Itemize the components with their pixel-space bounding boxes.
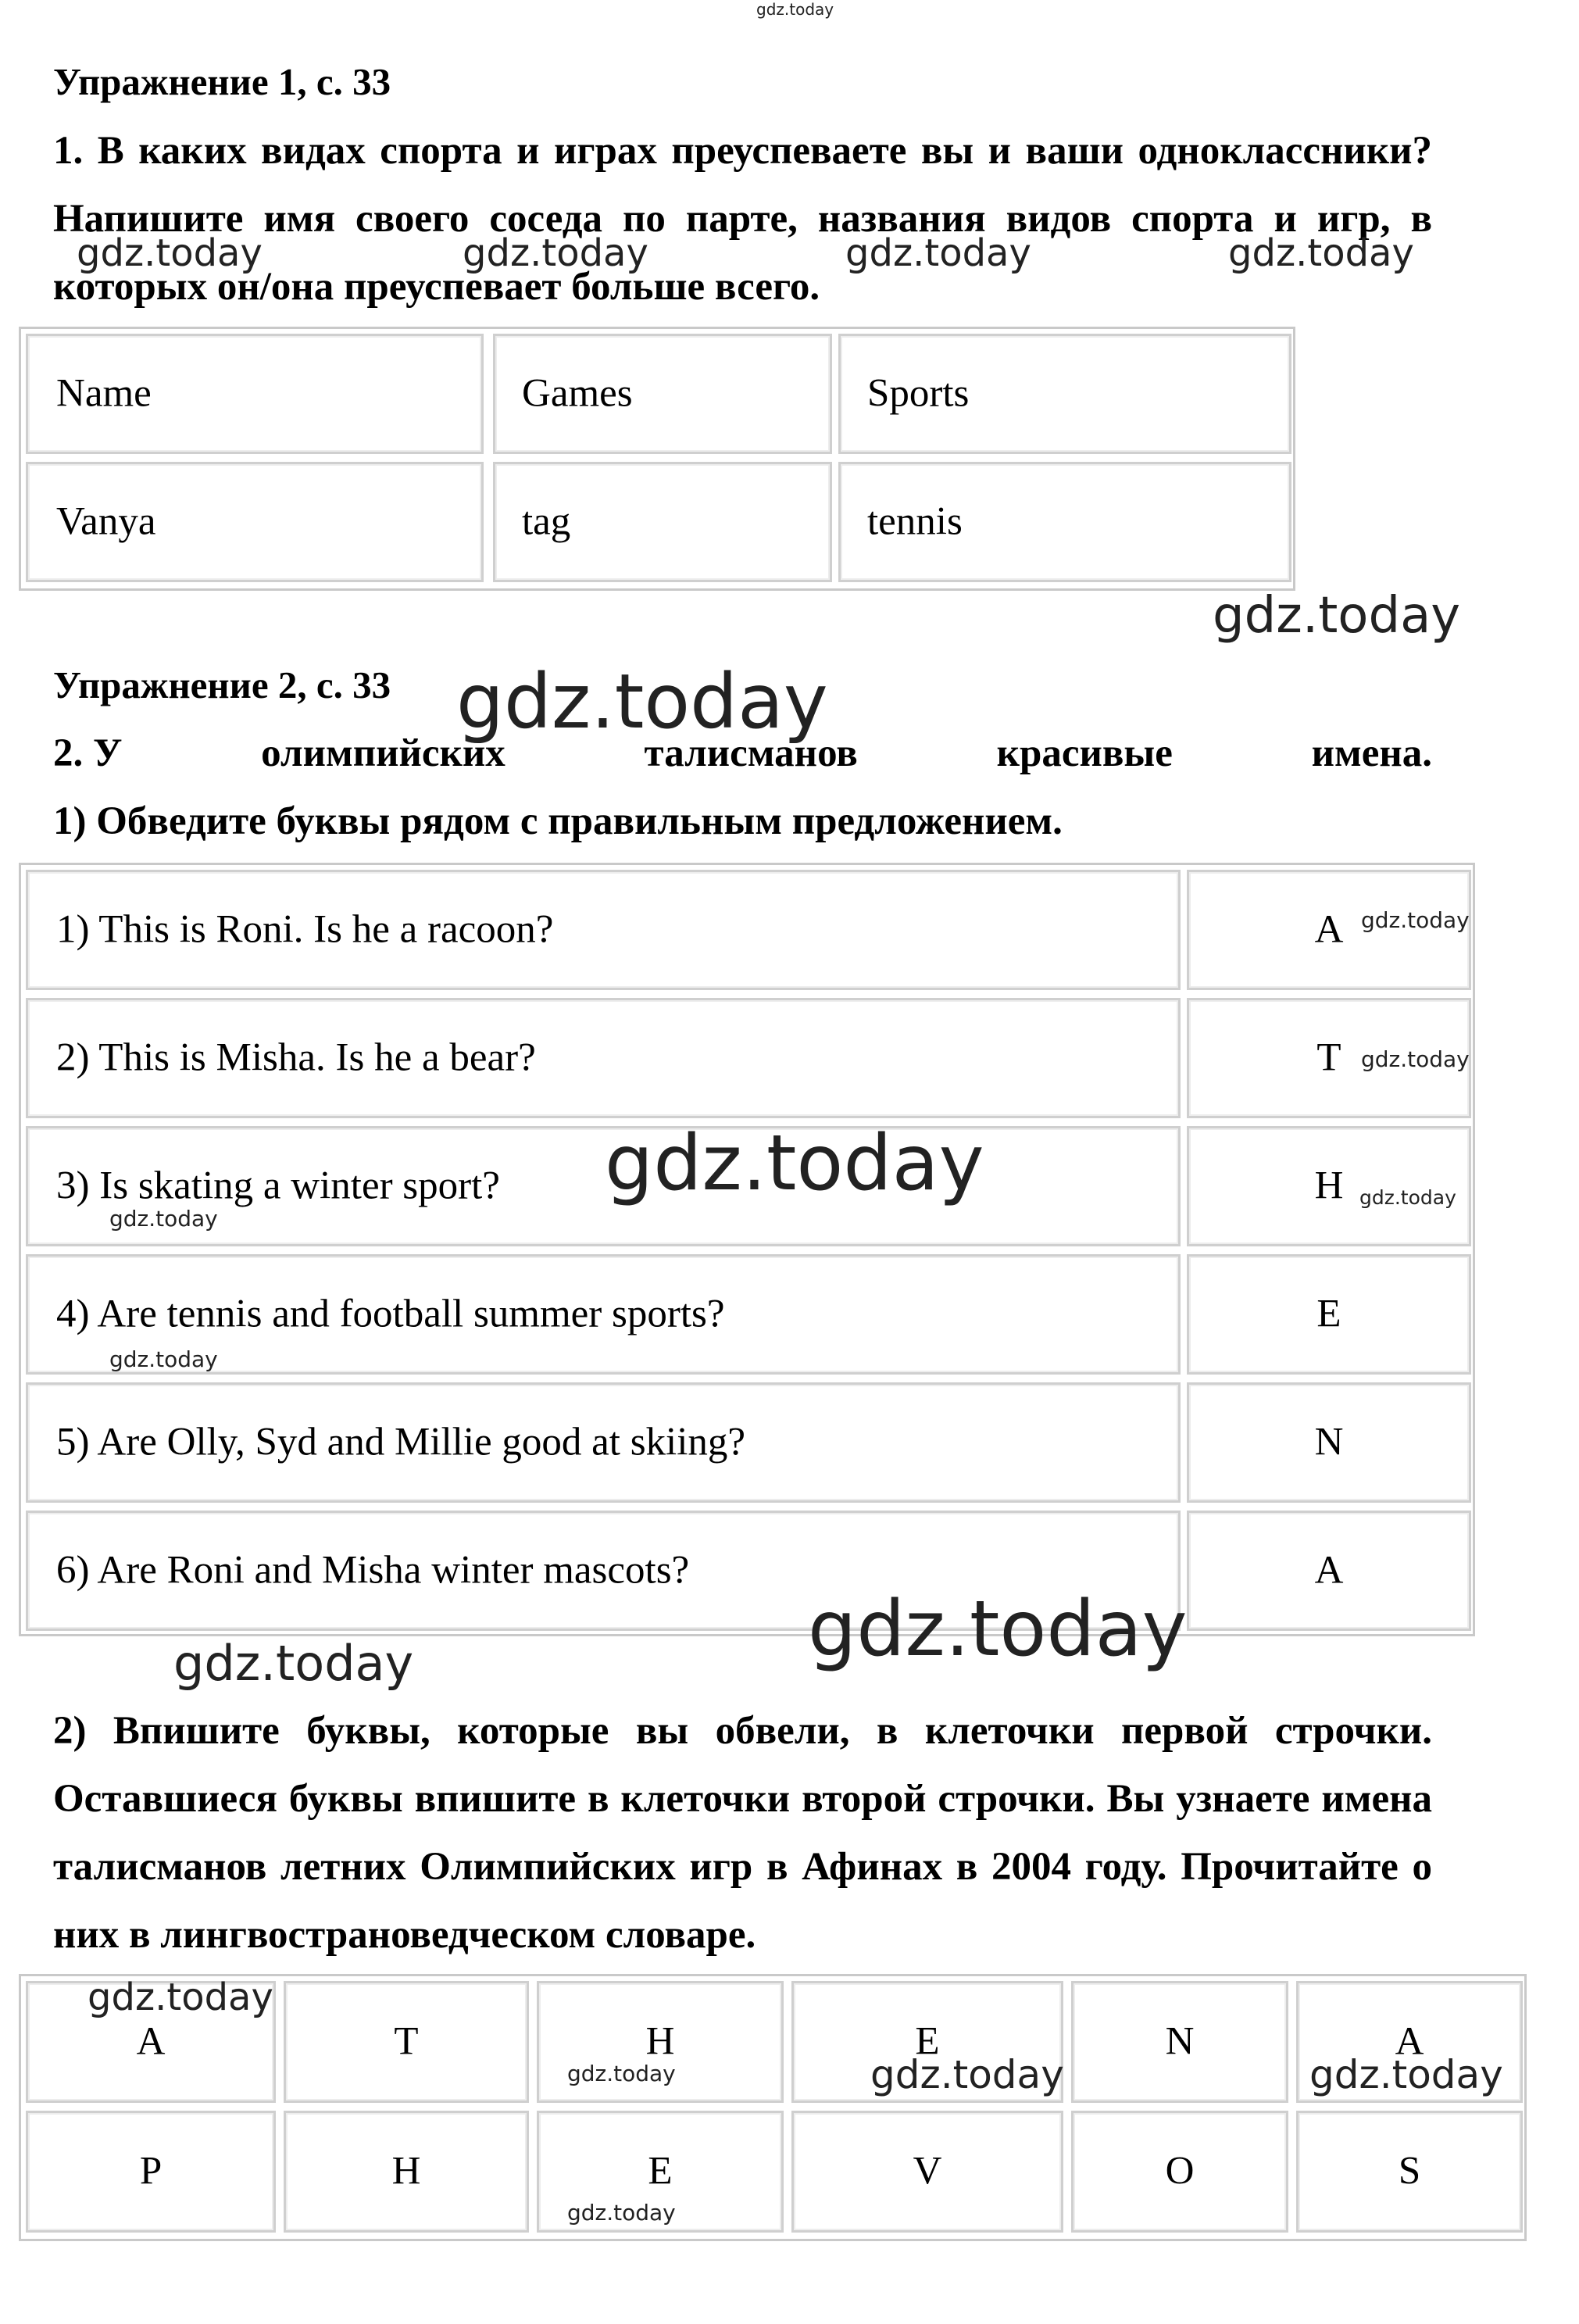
letter-box: T: [284, 1981, 529, 2103]
sentence-cell: 4) Are tennis and football summer sports?: [26, 1254, 1181, 1375]
watermark: gdz.today: [1359, 1186, 1456, 1209]
sentence-cell: 2) This is Misha. Is he a bear?: [26, 998, 1181, 1118]
sentence-cell: 5) Are Olly, Syd and Millie good at skiing?: [26, 1382, 1181, 1503]
watermark: gdz.today: [1228, 231, 1414, 275]
sentence-cell: 6) Are Roni and Misha winter mascots?: [26, 1511, 1181, 1631]
watermark: gdz.today: [1361, 1046, 1470, 1072]
table-cell-name: Vanya: [26, 462, 484, 582]
sentences-table: [19, 863, 1475, 1636]
letter-box: N: [1071, 1981, 1288, 2103]
watermark: gdz.today: [1361, 907, 1470, 933]
letter-box: A: [1296, 1981, 1523, 2103]
task-word: олимпийских: [261, 731, 505, 775]
exercise-1-heading: Упражнение 1, с. 33: [53, 60, 391, 103]
letter-box: E: [537, 2111, 784, 2233]
watermark: gdz.today: [109, 1206, 218, 1232]
watermark-top: gdz.today: [756, 0, 834, 19]
watermark: gdz.today: [567, 2061, 676, 2086]
letter-cell: E: [1187, 1254, 1471, 1375]
watermark: gdz.today: [456, 658, 828, 745]
watermark: gdz.today: [77, 231, 263, 275]
letter-cell: T: [1187, 998, 1471, 1118]
table-header-sports: Sports: [838, 334, 1291, 454]
letter-box: P: [26, 2111, 276, 2233]
exercise-2-part1: 1) Обведите буквы рядом с правильным предложением.: [53, 799, 1063, 843]
letter-cell: A: [1187, 870, 1471, 990]
letter-box: A: [26, 1981, 276, 2103]
task-word: красивые: [996, 731, 1173, 775]
task-word: 2. У: [53, 731, 123, 775]
task-word: талисманов: [644, 731, 858, 775]
letter-box: E: [791, 1981, 1063, 2103]
table-header-name: Name: [26, 334, 484, 454]
table-cell-game: tag: [493, 462, 832, 582]
table-cell-sport: tennis: [838, 462, 1291, 582]
task-word: имена.: [1311, 731, 1432, 775]
classmates-table: [19, 327, 1295, 591]
watermark: gdz.today: [1213, 587, 1461, 645]
watermark: gdz.today: [88, 1975, 273, 2019]
watermark: gdz.today: [463, 231, 648, 275]
watermark: gdz.today: [808, 1585, 1188, 1674]
watermark: gdz.today: [567, 2200, 676, 2226]
exercise-2-heading: Упражнение 2, с. 33: [53, 663, 391, 706]
letter-box: H: [537, 1981, 784, 2103]
letter-cell: N: [1187, 1382, 1471, 1503]
watermark: gdz.today: [605, 1119, 984, 1208]
letter-cell: H: [1187, 1126, 1471, 1246]
watermark: gdz.today: [109, 1346, 218, 1372]
exercise-2-task-line: [53, 731, 1432, 776]
exercise-2-part2: 2) Впишите буквы, которые вы обвели, в клеточки первой строчки. Оставшиеся буквы впишите в клеточки второй строчки. Вы узнаете имена талисманов летних Олимпийских игр в Афинах в 2004 году. Прочитайте о них в лингвострановедческом словаре.: [53, 1709, 1432, 1957]
letter-cell: A: [1187, 1511, 1471, 1631]
letter-box: V: [791, 2111, 1063, 2233]
watermark: gdz.today: [1309, 2052, 1503, 2097]
exercise-1-task: 1. В каких видах спорта и играх преуспеваете вы и ваши одноклассники? Напишите имя своего соседа по парте, названия видов спорта и игр, в которых он/она преуспевает больше всего.: [53, 129, 1432, 309]
table-header-games: Games: [493, 334, 832, 454]
letter-box: H: [284, 2111, 529, 2233]
sentence-cell: 1) This is Roni. Is he a racoon?: [26, 870, 1181, 990]
watermark: gdz.today: [173, 1635, 414, 1692]
letter-box: O: [1071, 2111, 1288, 2233]
watermark: gdz.today: [845, 231, 1031, 275]
sentence-cell: 3) Is skating a winter sport?: [26, 1126, 1181, 1246]
watermark: gdz.today: [870, 2052, 1064, 2097]
letter-box: S: [1296, 2111, 1523, 2233]
